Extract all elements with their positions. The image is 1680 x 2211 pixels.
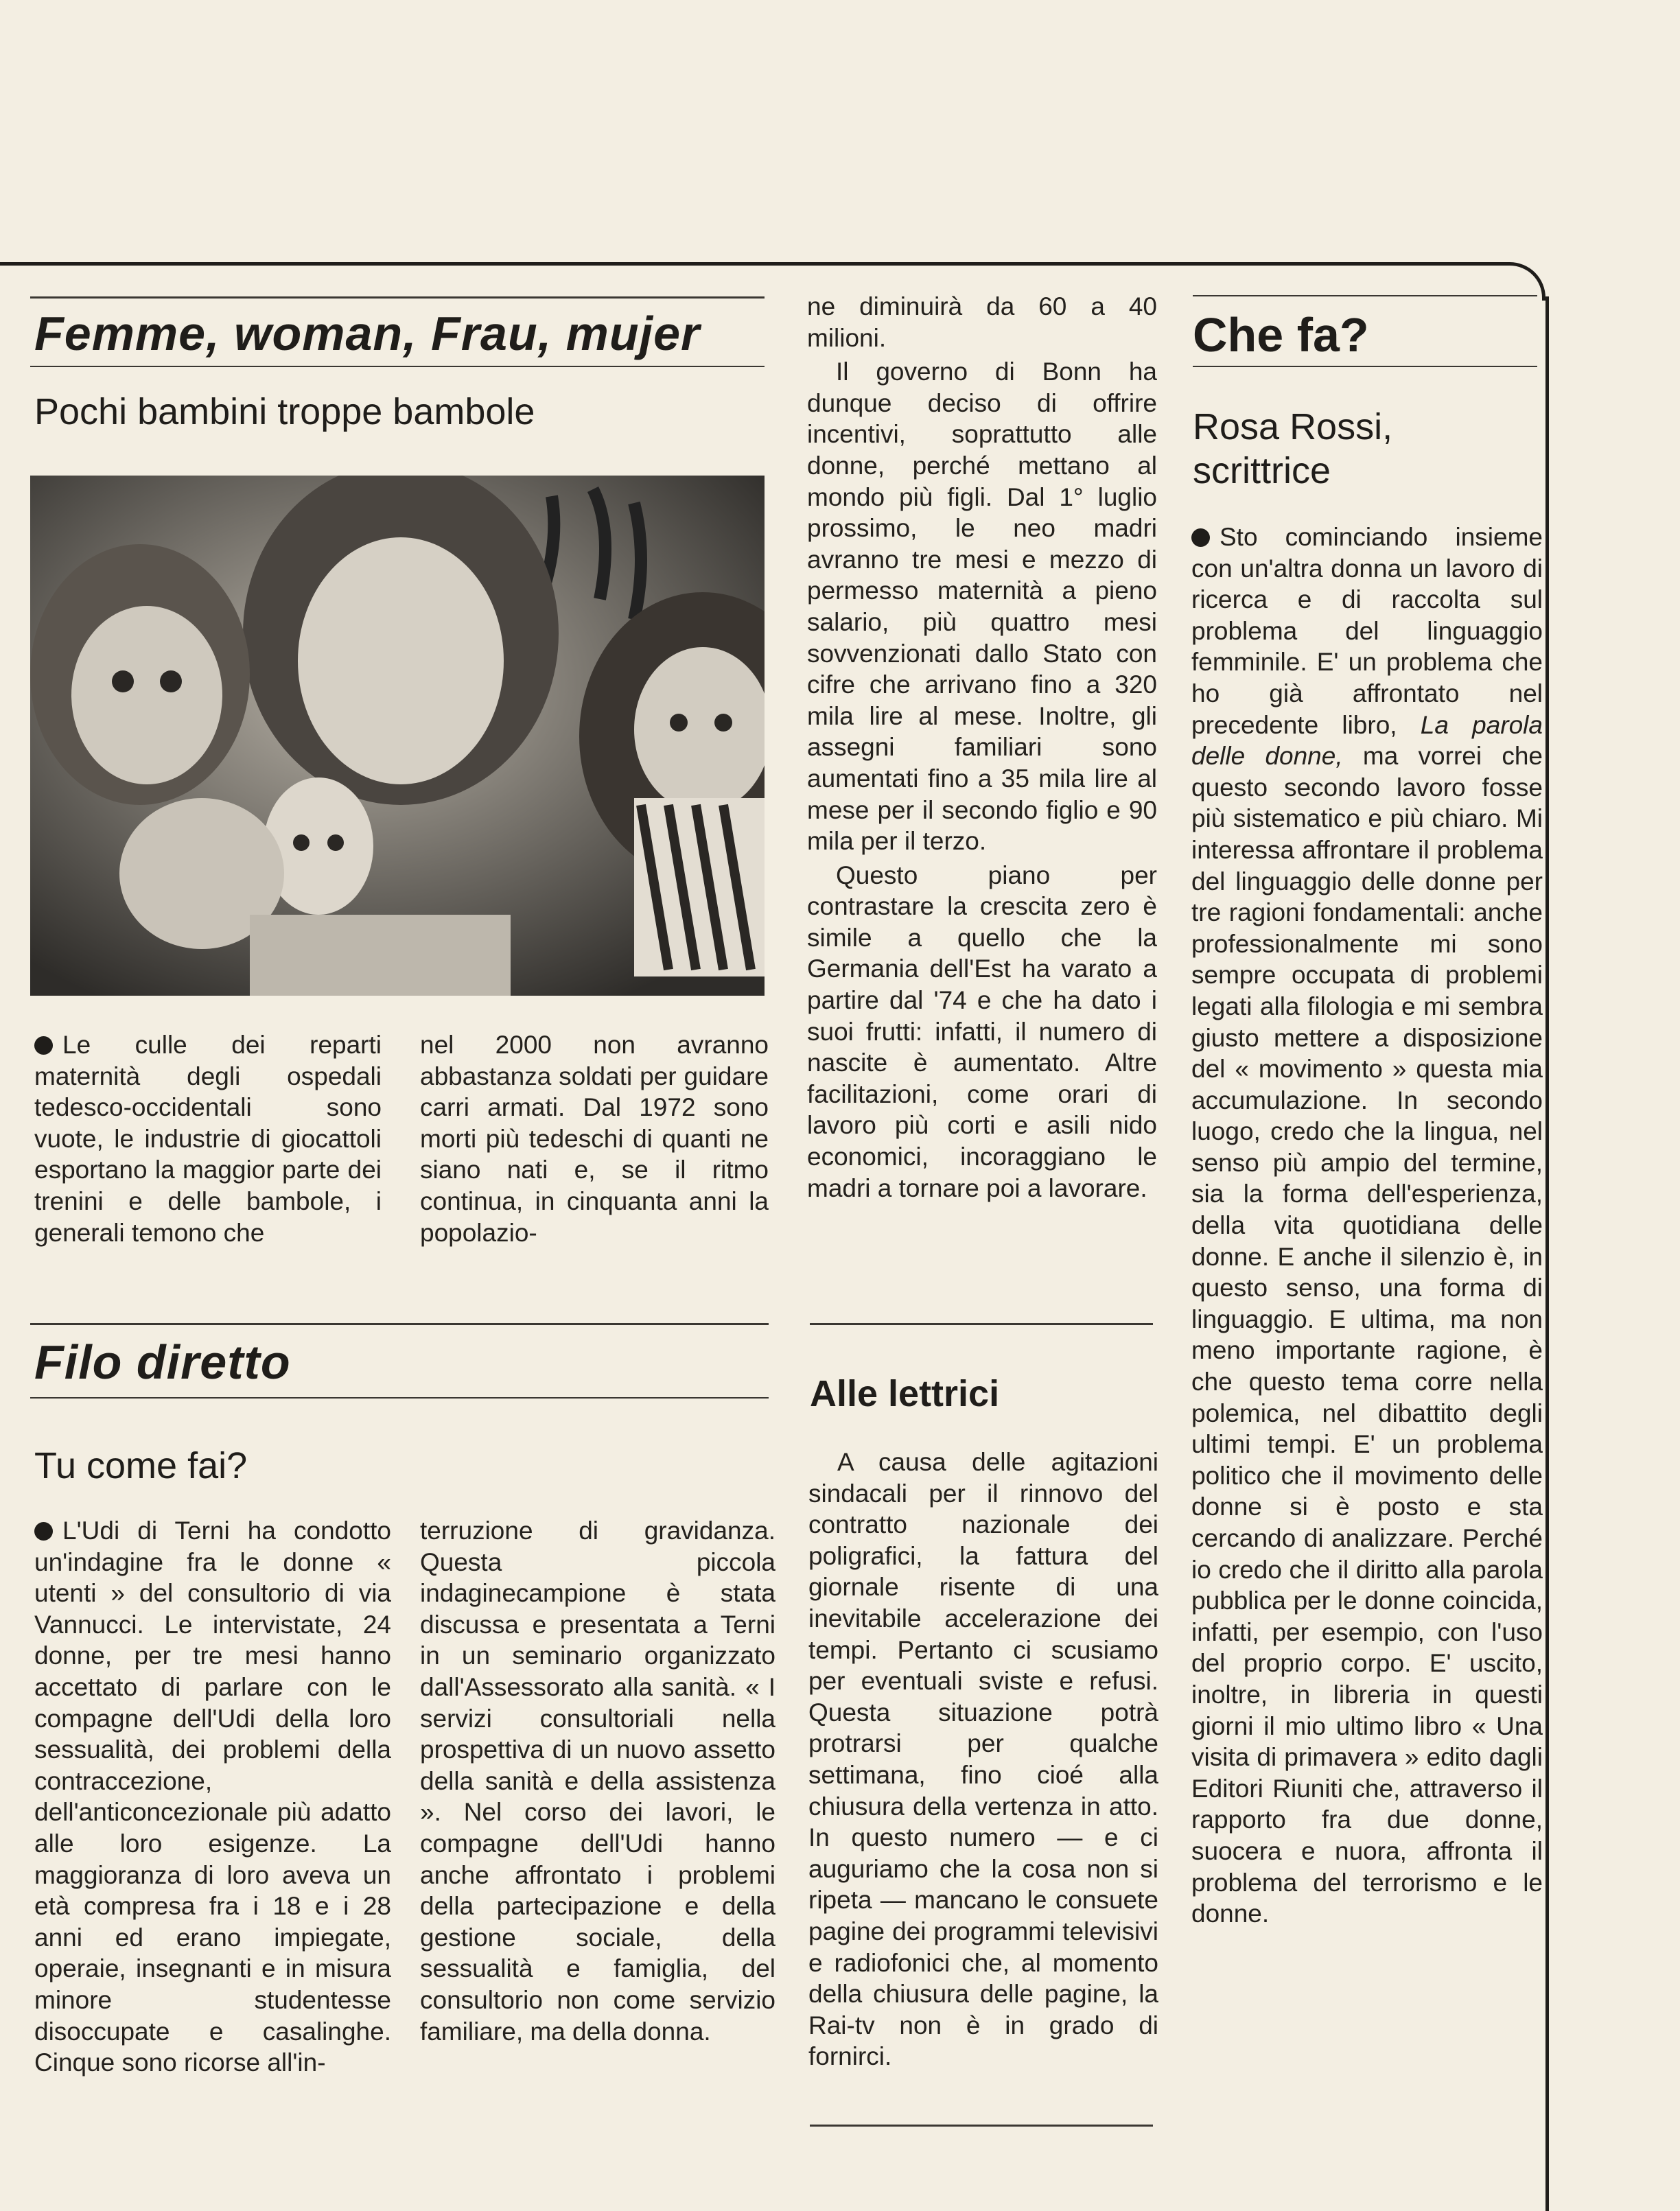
- article1-col3-p2: Il governo di Bonn ha dunque deciso di offrire incentivi, soprattutto alle donne, perché mettano al mondo più figli. Dal 1° luglio prossimo, le neo madri avranno tre mesi e mezzo di permesso maternità a pieno salario, più quattro mesi sovvenzionati dallo Stato con cifre che arrivano fino a 320 mila lire al mese. Inoltre, gli assegni familiari sono aumentati fino a 35 mila lire al mese per il secondo figlio e 90 mila per il terzo.: [807, 358, 1157, 856]
- article2-title: Filo diretto: [34, 1335, 291, 1389]
- article2-col1: [34, 1515, 391, 2079]
- article3-body: [808, 1447, 1158, 2072]
- article2-col1-text: L'Udi di Terni ha condotto un'indagine fra le donne « utenti » del consultorio di via Vannucci. Le intervistate, 24 donne, per tre mesi hanno accettato di parlare con le compagne dell'Udi della loro sessualità, dei problemi della contraccezione, dell'anticoncezionale più adatto alle loro esigenze. La maggioranza di loro aveva un età compresa fra i 18 e i 28 anni ed erano impiegate, operaie, insegnanti e in misura minore studentesse disoccupate e casalinghe. Cinque sono ricorse all'in-: [34, 1517, 391, 2077]
- article3-title: Alle lettrici: [810, 1373, 1000, 1414]
- page-frame-top: [0, 262, 1510, 266]
- bullet-icon: [34, 1036, 53, 1055]
- article4-body-part1: Sto cominciando insieme con un'altra donna un lavoro di ricerca e di raccolta sul problema del linguaggio femminile. E' un problema che ho già affrontato nel precedente libro,: [1191, 523, 1543, 739]
- rule: [1193, 366, 1537, 367]
- photo-child-with-dolls: [30, 476, 765, 996]
- rule: [810, 1323, 1153, 1325]
- bullet-icon: [34, 1522, 53, 1541]
- page-frame-right: [1545, 296, 1549, 2211]
- article3-body-text: A causa delle agitazioni sindacali per il rinnovo del contratto nazionale dei poligrafici, la fattura del giornale risente di una inevitabile accelerazione dei tempi. Pertanto ci scusiamo per eventuali sviste e refusi. Questa situazione potrà protrarsi per qualche settimana, fino cioé alla chiusura della vertenza in atto. In questo numero — e ci auguriamo che la cosa non si ripeta — mancano le consuete pagine dei programmi televisivi e radiofonici che, al momento della chiusura delle pagine, la Rai-tv non è in grado di fornirci.: [808, 1448, 1158, 2071]
- article1-col2: [420, 1029, 769, 1248]
- book-title: La parola delle donne,: [1191, 710, 1543, 771]
- article1-title: Femme, woman, Frau, mujer: [34, 307, 701, 360]
- rule: [1193, 295, 1537, 296]
- article1-col2-text: nel 2000 non avranno abbastanza soldati per guidare carri armati. Dal 1972 sono morti più tedeschi di quanti ne siano nati e, se il ritmo continua, in cinquanta anni la popolazio-: [420, 1031, 769, 1247]
- article4-title: Che fa?: [1193, 308, 1369, 362]
- rule: [30, 1397, 769, 1399]
- article2-subtitle: Tu come fai?: [34, 1445, 248, 1486]
- photo-image: [30, 476, 765, 996]
- rule: [30, 1323, 769, 1325]
- rule: [30, 366, 765, 367]
- bullet-icon: [1191, 528, 1210, 547]
- article1-col3-p3: Questo piano per contrastare la crescita zero è simile a quello che la Germania dell'Est ha varato a partire dal '74 e che ha dato i suoi frutti: infatti, il numero di nascite è aumentato. Altre facilitazioni, come orari di lavoro più corti e asili nido economici, incoraggiano le madri a tornare poi a lavorare.: [807, 861, 1157, 1202]
- article1-col1-text: Le culle dei reparti maternità degli ospedali tedesco-occidentali sono vuote, le industrie di giocattoli esportano la maggior parte dei trenini e delle bambole, i generali temono che: [34, 1031, 382, 1247]
- article1-col1: [34, 1029, 382, 1248]
- article4-body-part2: ma vorrei che questo secondo lavoro fosse più sistematico e più chiaro. Mi interessa affrontare il problema del linguaggio delle donne per tre ragioni fondamentali: anche professionalmente mi sono sempre occupata di problemi legati alla filologia e mi sembra giusto mettere a disposizione del « movimento » questa mia accumulazione. In secondo luogo, credo che la lingua, nel senso più ampio del termine, sia la forma dell'esperienza, della vita quotidiana delle donne. E anche il silenzio è, in questo senso, una forma di linguaggio. E ultima, ma non meno importante ragione, è che questo tema corre nella polemica, nel dibattito degli ultimi tempi. E' un problema politico che il movimento delle donne si è posto e sta cercando di analizzare. Perché io credo che il diritto alla parola pubblica per le donne coincida, infatti, per esempio, con l'uso del proprio corpo. E' uscito, inoltre, in libreria in questi giorni il mio ultimo libro « Una visita di primavera » edito dagli Editori Riuniti che, attraverso il rapporto fra due donne, suocera e nuora, affronta il problema del terrorismo e le donne.: [1191, 742, 1543, 1928]
- article4-name: Rosa Rossi,: [1193, 406, 1393, 447]
- article1-subtitle: Pochi bambini troppe bambole: [34, 391, 535, 432]
- article4-role: scrittrice: [1193, 450, 1331, 491]
- article1-col3-p1: ne diminuirà da 60 a 40 milioni.: [807, 292, 1157, 352]
- rule: [810, 2125, 1153, 2127]
- article2-col2: [420, 1515, 775, 2047]
- rule: [30, 296, 765, 299]
- article2-col2-text: terruzione di gravidanza. Questa piccola indaginecampione è stata discussa e presentata a Terni in un seminario organizzato dall'Assessorato alla sanità. « I servizi consultoriali nella prospettiva di un nuovo assetto della sanità e della assistenza ». Nel corso dei lavori, le compagne dell'Udi hanno anche affrontato i problemi della partecipazione e della gestione sociale, della sessualità e famiglia, del consultorio non come servizio familiare, ma della donna.: [420, 1517, 775, 2046]
- article1-col3: [807, 291, 1157, 1204]
- article4-body: [1191, 522, 1543, 1930]
